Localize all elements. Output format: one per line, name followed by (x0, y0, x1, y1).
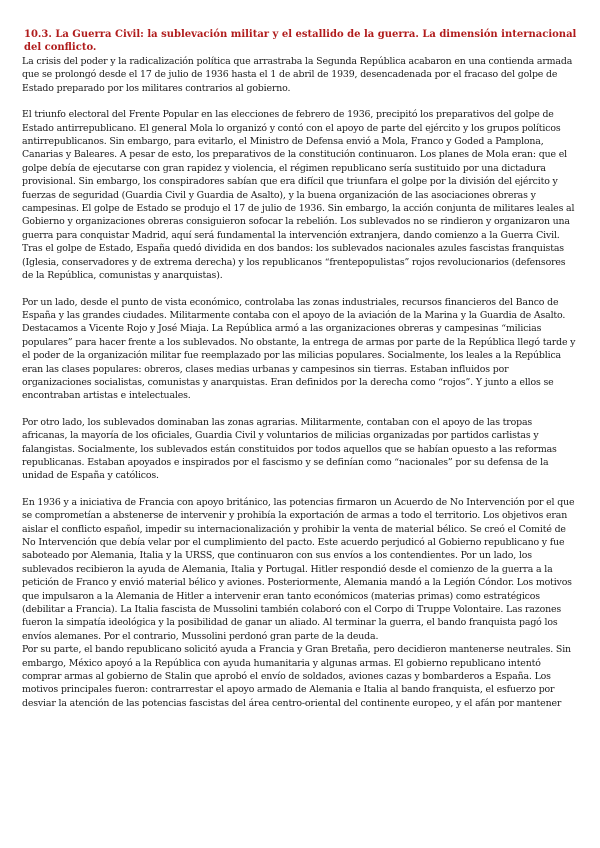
document-title: 10.3. La Guerra Civil: la sublevación militar y el estallido de la guerra. La dimensión internacional del conflicto. (24, 29, 577, 53)
paragraph-golpe: El triunfo electoral del Frente Popular en las elecciones de febrero de 1936, precipitó los preparativos del golpe de Estado antirrepublicano. El general Mola lo organizó y contó con el apoyo de parte del ejército y los grupos políticos antirrepublicanos. Sin embargo, para evitarlo, el Ministro de Defensa envió a Mola, Franco y Goded a Pamplona, Canarias y Baleares. A pesar de esto, los preparativos de la constitución continuaron. Los planes de Mola eran: que el golpe debía de ejecutarse con gran rapidez y violencia, el régimen republicano sería sustituido por una dictadura provisional. Sin embargo, los conspiradores sabían que era difícil que triunfara el golpe por la división del ejército y fuerzas de seguridad (Guardia Civil y Guardia de Asalto), y la buena organización de las asociaciones obreras y campesinas. El golpe de Estado se produjo el 17 de julio de 1936. Sin embargo, la acción conjunta de militares leales al Gobierno y organizaciones obreras consiguieron sofocar la rebelión. Los sublevados no se rindieron y organizaron una guerra para conquistar Madrid, aquí será fundamental la intervención extranjera, dando comienzo a la Guerra Civil. Tras el golpe de Estado, España quedó dividida en dos bandos: los sublevados nacionales azules fascistas franquistas (Iglesia, conservadores y de extrema derecha) y los republicanos “frentepopulistas” rojos revolucionarios (defensores de la República, comunistas y anarquistas). (22, 109, 575, 282)
paragraph-intro: La crisis del poder y la radicalización política que arrastraba la Segunda República acabaron en una contienda armada que se prolongó desde el 17 de julio de 1936 hasta el 1 de abril de 1939, desencadenada por el fracaso del golpe de Estado preparado por los militares contrarios al gobierno. (22, 56, 573, 94)
paragraph-republicanos: Por un lado, desde el punto de vista económico, controlaba las zonas industriales, recursos financieros del Banco de España y las grandes ciudades. Militarmente contaba con el apoyo de la aviación de la Marina y la Guardia de Asalto. Destacamos a Vicente Rojo y José Miaja. La República armó a las organizaciones obreras y campesinas “milicias populares” para hacer frente a los sublevados. No obstante, la entrega de armas por parte de la República llegó tarde y el poder de la organización militar fue reemplazado por las milicias populares. Socialmente, los leales a la República eran las clases populares: obreros, clases medias urbanas y campesinos sin tierras. Estaban influidos por organizaciones socialistas, comunistas y anarquistas. Eran definidos por la derecha como “rojos”. Y junto a ellos se encontraban artistas e intelectuales. (22, 296, 576, 402)
paragraph-ayuda-republicana: Por su parte, el bando republicano solicitó ayuda a Francia y Gran Bretaña, pero decidieron mantenerse neutrales. Sin embargo, México apoyó a la República con ayuda humanitaria y algunas armas. El gobierno republicano intentó comprar armas al gobierno de Stalin que aprobó el envío de soldados, aviones cazas y bombarderos a España. Los motivos principales fueron: contrarrestar el apoyo armado de Alemania e Italia al bando franquista, el esfuerzo por desviar la atención de las potencias fascistas del área centro-oriental del continente europeo, y el afán por mantener (22, 644, 571, 709)
paragraph-sublevados: Por otro lado, los sublevados dominaban las zonas agrarias. Militarmente, contaban con el apoyo de las tropas africanas, la mayoría de los oficiales, Guardia Civil y voluntarios de milicias organizadas por partidos carlistas y falangistas. Socialmente, los sublevados están constituidos por todos aquellos que se habían opuesto a las reformas republicanas. Estaban apoyados e inspirados por el fascismo y se definían como “nacionales” por su defensa de la unidad de España y católicos. (22, 416, 557, 482)
paragraph-no-intervencion: En 1936 y a iniciativa de Francia con apoyo británico, las potencias firmaron un Acuerdo de No Intervención por el que se comprometían a abstenerse de intervenir y prohibía la exportación de armas a todo el territorio. Los objetivos eran aislar el conflicto español, impedir su internacionalización y prohibir la venta de material bélico. Se creó el Comité de No Intervención que debía velar por el cumplimiento del pacto. Este acuerdo perjudicó al Gobierno republicano y fue saboteado por Alemania, Italia y la URSS, que continuaron con sus envíos a los contendientes. Por un lado, los sublevados recibieron la ayuda de Alemania, Italia y Portugal. Hitler respondió desde el comienzo de la guerra a la petición de Franco y envió material bélico y aviones. Posteriormente, Alemania mandó a la Legión Cóndor. Los motivos que impulsaron a la Alemania de Hitler a intervenir eran tanto económicos (materias primas) como estratégicos (debilitar a Francia). La Italia fascista de Mussolini también colaboró con el Corpo di Truppe Volontaire. Las razones fueron la simpatía ideológica y la posibilidad de ganar un aliado. Al terminar la guerra, el bando franquista pagó los envíos alemanes. Por el contrario, Mussolini perdonó gran parte de la deuda. (22, 496, 575, 642)
